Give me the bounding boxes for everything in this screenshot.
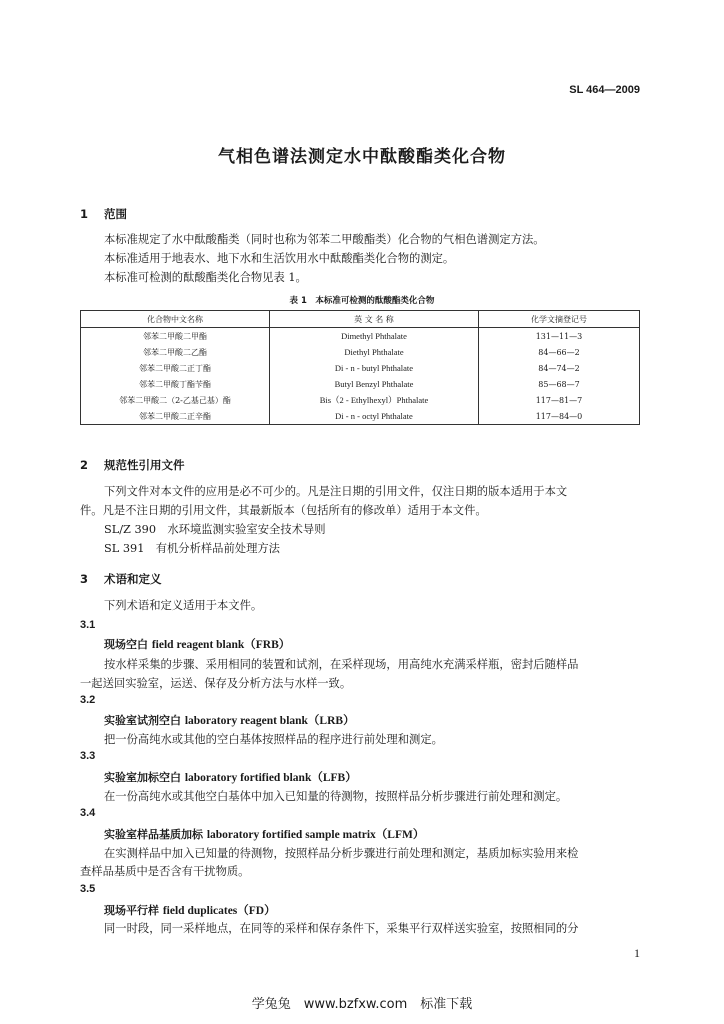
table-caption: 表 1 本标准可检测的酞酸酯类化合物 — [289, 296, 435, 306]
clause-number: 3.5 — [80, 883, 96, 895]
section-number: 3 — [80, 572, 89, 586]
term-heading — [104, 902, 276, 918]
table-row — [81, 360, 640, 376]
normative-reference: SL 391 有机分析样品前处理方法 — [104, 542, 280, 555]
term-chinese: 现场空白 — [104, 638, 148, 651]
cell-cas-number: 84—74—2 — [479, 360, 640, 376]
cell-english-name: Dimethyl Phthalate — [270, 328, 479, 345]
section-1-heading — [80, 206, 127, 222]
paragraph: 本标准规定了水中酞酸酯类（同时也称为邻苯二甲酸酯类）化合物的气相色谱测定方法。 — [104, 233, 545, 246]
definition: 在实测样品中加入已知量的待测物，按照样品分析步骤进行前处理和测定，基质加标实验用来检 — [104, 847, 579, 860]
term-english: laboratory reagent blank（LRB） — [184, 715, 355, 727]
term-english: field duplicates（FD） — [162, 905, 276, 917]
cell-chinese-name: 邻苯二甲酸二乙酯 — [81, 344, 270, 360]
clause-number: 3.1 — [80, 619, 96, 631]
watermark-footer: 学兔兔 www.bzfxw.com 标准下载 — [251, 997, 473, 1012]
page-number: 1 — [634, 946, 640, 960]
term-english: field reagent blank（FRB） — [151, 639, 291, 651]
paragraph: 本标准适用于地表水、地下水和生活饮用水中酞酸酯类化合物的测定。 — [104, 252, 455, 265]
cell-english-name: Di - n - octyl Phthalate — [270, 408, 479, 425]
definition: 按水样采集的步骤、采用相同的装置和试剂，在采样现场，用高纯水充满采样瓶，密封后随样品 — [104, 658, 579, 671]
section-number: 2 — [80, 458, 89, 472]
table-row — [81, 344, 640, 360]
cell-chinese-name: 邻苯二甲酸二正丁酯 — [81, 360, 270, 376]
section-number: 1 — [80, 207, 89, 221]
clause-number: 3.2 — [80, 694, 96, 706]
document-title: 气相色谱法测定水中酞酸酯类化合物 — [218, 147, 506, 167]
cell-english-name: Bis（2 - Ethylhexyl）Phthalate — [270, 392, 479, 408]
section-title: 范围 — [104, 207, 127, 221]
cell-cas-number: 117—81—7 — [479, 392, 640, 408]
table-row — [81, 392, 640, 408]
term-chinese: 现场平行样 — [104, 904, 159, 917]
term-chinese: 实验室加标空白 — [104, 771, 181, 784]
section-title: 规范性引用文件 — [104, 458, 185, 472]
section-title: 术语和定义 — [104, 572, 162, 586]
paragraph: 下列文件对本文件的应用是必不可少的。凡是注日期的引用文件，仅注日期的版本适用于本文 — [104, 485, 568, 498]
paragraph: 本标准可检测的酞酸酯类化合物见表 1。 — [104, 271, 307, 284]
cell-cas-number: 85—68—7 — [479, 376, 640, 392]
section-2-heading — [80, 457, 185, 473]
clause-number: 3.4 — [80, 807, 96, 819]
definition: 在一份高纯水或其他空白基体中加入已知量的待测物，按照样品分析步骤进行前处理和测定。 — [104, 790, 568, 803]
cell-chinese-name: 邻苯二甲酸丁酯苄酯 — [81, 376, 270, 392]
table-header-row — [81, 311, 640, 328]
term-heading — [104, 636, 290, 652]
term-heading — [104, 769, 357, 785]
cell-cas-number: 117—84—0 — [479, 408, 640, 425]
paragraph: 件。凡是不注日期的引用文件，其最新版本（包括所有的修改单）适用于本文件。 — [80, 504, 487, 517]
cell-cas-number: 84—66—2 — [479, 344, 640, 360]
table-row — [81, 408, 640, 425]
cell-chinese-name: 邻苯二甲酸二（2-乙基己基）酯 — [81, 392, 270, 408]
cell-cas-number: 131—11—3 — [479, 328, 640, 345]
cell-english-name: Di - n - butyl Phthalate — [270, 360, 479, 376]
cell-chinese-name: 邻苯二甲酸二正辛酯 — [81, 408, 270, 425]
column-header: 化合物中文名称 — [81, 311, 270, 328]
definition: 查样品基质中是否含有干扰物质。 — [80, 865, 250, 878]
paragraph: 下列术语和定义适用于本文件。 — [104, 599, 263, 612]
table-row — [81, 376, 640, 392]
definition: 把一份高纯水或其他的空白基体按照样品的程序进行前处理和测定。 — [104, 733, 443, 746]
term-heading — [104, 712, 355, 728]
section-3-heading — [80, 571, 162, 587]
normative-reference: SL/Z 390 水环境监测实验室安全技术导则 — [104, 523, 326, 536]
compound-table — [80, 310, 640, 425]
cell-english-name: Butyl Benzyl Phthalate — [270, 376, 479, 392]
clause-number: 3.3 — [80, 750, 96, 762]
column-header: 英 文 名 称 — [270, 311, 479, 328]
term-english: laboratory fortified blank（LFB） — [184, 772, 357, 784]
standard-number: SL 464—2009 — [569, 84, 640, 96]
definition: 同一时段，同一采样地点，在同等的采样和保存条件下，采集平行双样送实验室，按照相同的分 — [104, 922, 579, 935]
term-chinese: 实验室样品基质加标 — [104, 828, 203, 841]
cell-english-name: Diethyl Phthalate — [270, 344, 479, 360]
term-english: laboratory fortified sample matrix（LFM） — [206, 829, 425, 841]
cell-chinese-name: 邻苯二甲酸二甲酯 — [81, 328, 270, 345]
column-header: 化学文摘登记号 — [479, 311, 640, 328]
term-heading — [104, 826, 424, 842]
term-chinese: 实验室试剂空白 — [104, 714, 181, 727]
table-row — [81, 328, 640, 345]
definition: 一起送回实验室，运送、保存及分析方法与水样一致。 — [80, 677, 352, 690]
